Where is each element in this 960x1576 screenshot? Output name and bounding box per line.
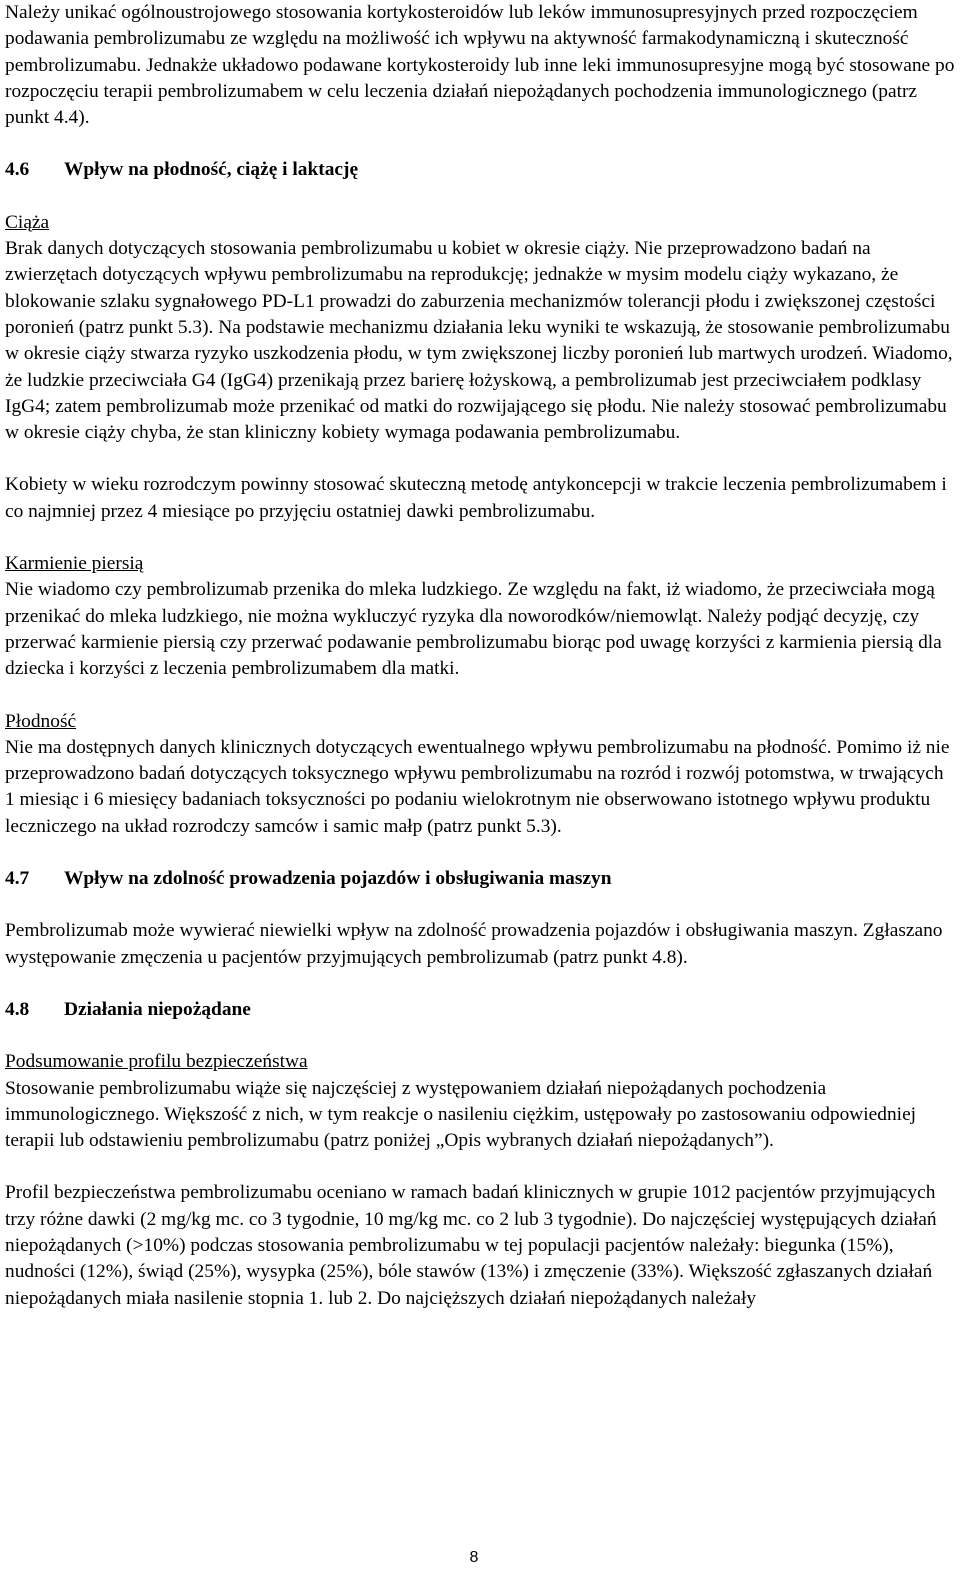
section-title: Wpływ na płodność, ciążę i laktację (64, 159, 359, 181)
section-number: 4.6 (5, 159, 30, 181)
spacer (5, 683, 955, 709)
paragraph-4-7-1: Pembrolizumab może wywierać niewielki wpływ na zdolność prowadzenia pojazdów i obsługiwania maszyn. Zgłaszano występowanie zmęczenia u pacjentów przyjmujących pembrolizumab (patrz punkt 4.8). (5, 920, 943, 968)
section-heading-4-7 (5, 866, 955, 892)
spacer (5, 971, 955, 997)
section-title: Działania niepożądane (64, 998, 251, 1020)
spacer (5, 184, 955, 210)
section-heading-4-8 (5, 997, 955, 1023)
paragraph-4-8-1: Stosowanie pembrolizumabu wiąże się najczęściej z występowaniem działań niepożądanych pochodzenia immunologicznego. Większość z nich, w tym reakcje o nasileniu ciężkim, ustępowały po zastosowaniu odpowiedniej terapii lub odstawieniu pembrolizumabu (patrz poniżej „Opis wybranych działań niepożądanych”). (5, 1077, 917, 1152)
paragraph-4-8-2: Profil bezpieczeństwa pembrolizumabu oceniano w ramach badań klinicznych w grupie 1012 pacjentów przyjmujących trzy różne dawki (2 mg/kg mc. co 3 tygodnie, 10 mg/kg mc. co 2 lub 3 tygodnie). Do najczęściej występujących działań niepożądanych (>10%) podczas stosowania pembrolizumabu w tej populacji pacjentów należały: biegunka (15%), nudności (12%), świąd (25%), wysypka (25%), bóle stawów (13%) i zmęczenie (33%). Większość zgłaszanych działań niepożądanych miała nasilenie stopnia 1. lub 2. Do najcięższych działań niepożądanych należały (5, 1182, 937, 1309)
spacer (5, 1154, 955, 1180)
spacer (5, 446, 955, 472)
spacer (5, 892, 955, 918)
spacer (5, 525, 955, 551)
subheading-podsumowanie: Podsumowanie profilu bezpieczeństwa (5, 1051, 308, 1073)
section-title: Wpływ na zdolność prowadzenia pojazdów i obsługiwania maszyn (64, 868, 612, 890)
spacer (5, 131, 955, 157)
paragraph-ciaza-1: Brak danych dotyczących stosowania pembrolizumabu u kobiet w okresie ciąży. Nie przeprowadzono badań na zwierzętach dotyczących wpływu pembrolizumabu na reprodukcję; jednakże w mysim modelu ciąży wykazano, że blokowanie szlaku sygnałowego PD-L1 prowadzi do zaburzenia mechanizmów tolerancji płodu i zwiększonej częstości poronień (patrz punkt 5.3). Na podstawie mechanizmu działania leku wyniki te wskazują, że stosowanie pembrolizumabu w okresie ciąży stwarza ryzyko uszkodzenia płodu, w tym zwiększonej liczby poronień lub martwych urodzeń. Wiadomo, że ludzkie przeciwciała G4 (IgG4) przenikają przez barierę łożyskową, a pembrolizumab jest przeciwciałem podklasy IgG4; zatem pembrolizumab może przenikać od matki do rozwijającego się płodu. Nie należy stosować pembrolizumabu w okresie ciąży chyba, że stan kliniczny kobiety wymaga podawania pembrolizumabu. (5, 238, 953, 444)
subheading-plodnosc: Płodność (5, 710, 77, 732)
section-number: 4.7 (5, 868, 30, 890)
paragraph-ciaza-2: Kobiety w wieku rozrodczym powinny stosować skuteczną metodę antykoncepcji w trakcie leczenia pembrolizumabem i co najmniej przez 4 miesiące po przyjęciu ostatniej dawki pembrolizumabu. (5, 474, 947, 522)
subheading-karmienie: Karmienie piersią (5, 553, 144, 575)
paragraph-plodnosc-1: Nie ma dostępnych danych klinicznych dotyczących ewentualnego wpływu pembrolizumabu na płodność. Pomimo iż nie przeprowadzono badań dotyczących toksycznego wpływu pembrolizumabu na rozród i rozwój potomstwa, w trwających 1 miesiąc i 6 miesięcy badaniach toksyczności po podaniu wielokrotnym nie obserwowano istotnego wpływu produktu leczniczego na układ rozrodczy samców i samic małp (patrz punkt 5.3). (5, 736, 950, 837)
document-page (5, 0, 955, 1312)
subheading-ciaza: Ciąża (5, 211, 50, 233)
paragraph-intro: Należy unikać ogólnoustrojowego stosowania kortykosteroidów lub leków immunosupresyjnych przed rozpoczęciem podawania pembrolizumabu ze względu na możliwość ich wpływu na aktywność farmakodynamiczną i skuteczność pembrolizumabu. Jednakże układowo podawane kortykosteroidy lub inne leki immunosupresyjne mogą być stosowane po rozpoczęciu terapii pembrolizumabem w celu leczenia działań niepożądanych pochodzenia immunologicznego (patrz punkt 4.4). (5, 2, 955, 129)
spacer (5, 840, 955, 866)
spacer (5, 1023, 955, 1049)
page-number: 8 (469, 1549, 479, 1566)
paragraph-karmienie-1: Nie wiadomo czy pembrolizumab przenika do mleka ludzkiego. Ze względu na fakt, iż wiadomo, że przeciwciała mogą przenikać do mleka ludzkiego, nie można wykluczyć ryzyka dla noworodków/niemowląt. Należy podjąć decyzję, czy przerwać karmienie piersią czy przerwać podawanie pembrolizumabu biorąc pod uwagę korzyści z karmienia piersią dla dziecka i korzyści z leczenia pembrolizumabem dla matki. (5, 579, 942, 680)
section-number: 4.8 (5, 998, 30, 1020)
section-heading-4-6 (5, 157, 955, 183)
